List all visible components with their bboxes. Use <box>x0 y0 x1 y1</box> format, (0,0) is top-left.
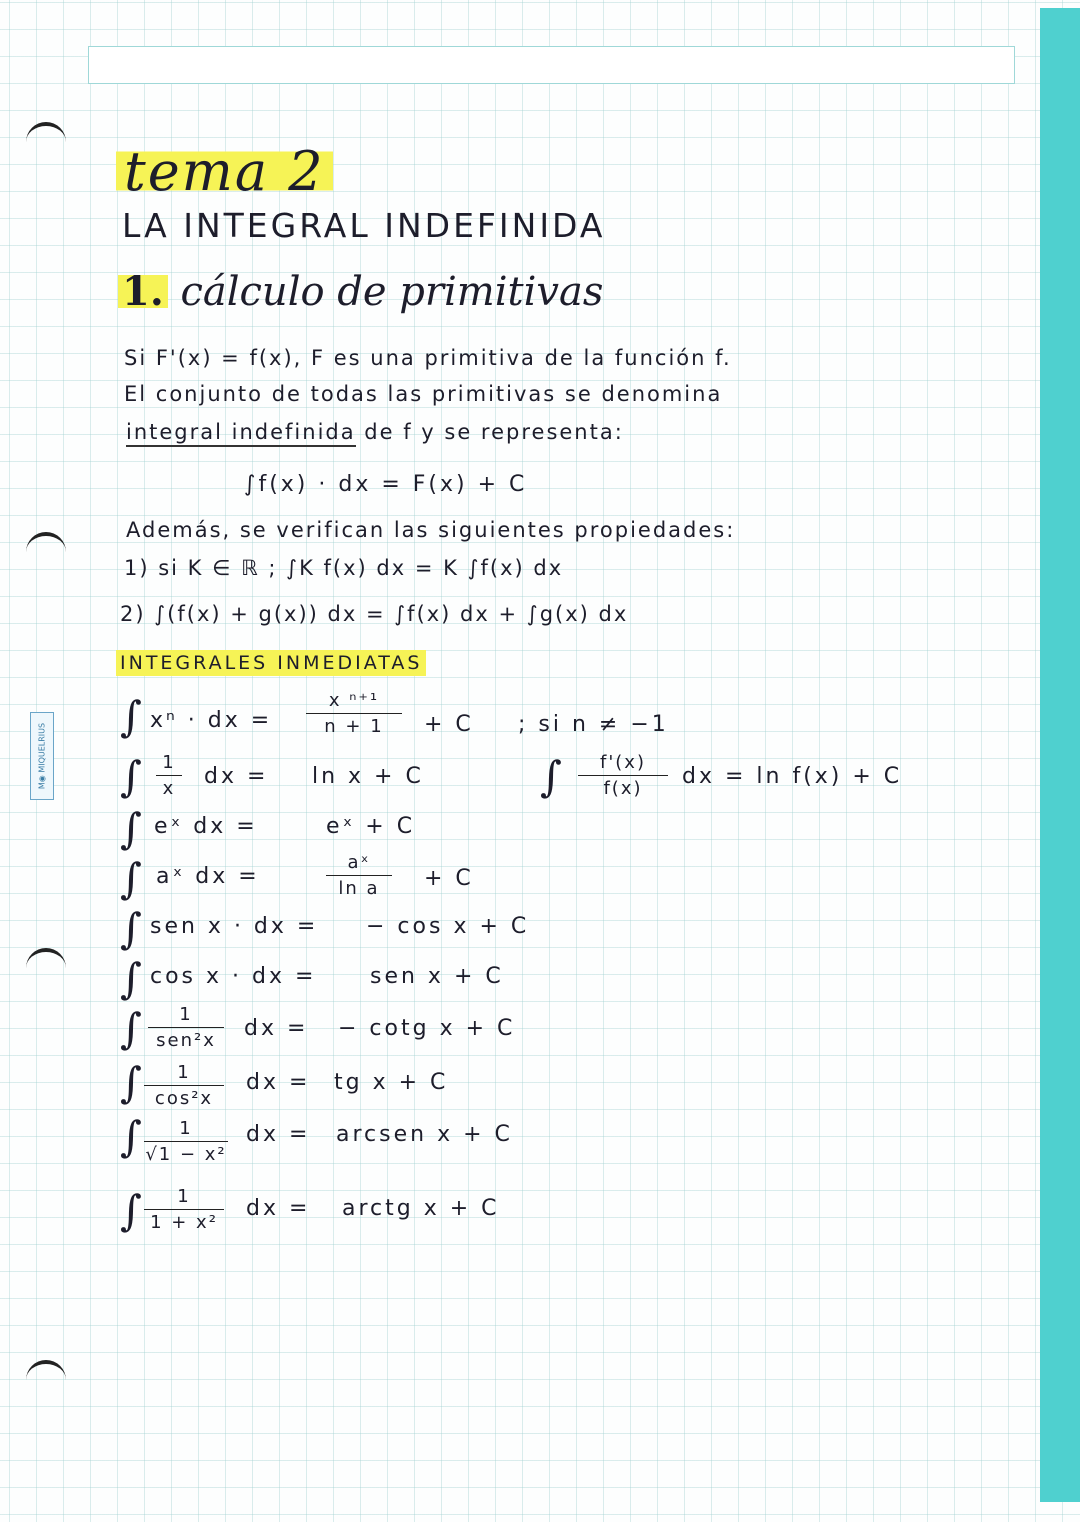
fraction-bar <box>144 1141 228 1142</box>
row2-fraction <box>156 752 182 799</box>
integral-sign: ∫ <box>120 752 142 801</box>
side-fraction <box>578 752 668 799</box>
integral-sign: ∫ <box>120 1004 142 1053</box>
row6-lhs: cos x · dx = <box>150 964 317 989</box>
row1-fraction <box>306 690 402 737</box>
row10-denominator: 1 + x² <box>150 1212 218 1233</box>
fraction-bar <box>144 1085 224 1086</box>
section-number: 1. <box>118 268 168 315</box>
row3-lhs: eˣ dx = <box>154 814 258 839</box>
row2-lhs-tail: dx = <box>204 764 269 789</box>
row9-rhs: arcsen x + C <box>336 1122 513 1147</box>
intro-line-3 <box>126 420 624 444</box>
row8-lhs-tail: dx = <box>246 1070 311 1095</box>
row8-denominator: cos²x <box>154 1088 214 1109</box>
integral-sign: ∫ <box>120 1058 142 1107</box>
row6-rhs: sen x + C <box>370 964 504 989</box>
integral-sign: ∫ <box>540 752 562 801</box>
row1-rhs: + C <box>424 712 474 737</box>
row4-lhs: aˣ dx = <box>156 864 260 889</box>
row2-rhs: ln x + C <box>312 764 424 789</box>
fraction-bar <box>156 775 182 776</box>
side-rhs: dx = ln f(x) + C <box>682 764 903 789</box>
row5-lhs: sen x · dx = <box>150 914 319 939</box>
row1-numerator: x ⁿ⁺¹ <box>328 690 380 711</box>
section-title: cálculo de primitivas <box>180 269 604 315</box>
row4-numerator: aˣ <box>347 852 371 873</box>
intro-line-2: El conjunto de todas las primitivas se denomina <box>124 382 723 406</box>
integral-sign: ∫ <box>120 1112 142 1161</box>
fraction-bar <box>144 1209 224 1210</box>
row10-numerator: 1 <box>177 1186 191 1207</box>
integral-sign: ∫ <box>120 904 142 953</box>
row4-fraction <box>326 852 392 899</box>
row1-denominator: n + 1 <box>324 716 384 737</box>
row7-denominator: sen²x <box>156 1030 216 1051</box>
row5-rhs: − cos x + C <box>366 914 530 939</box>
page-edge-band <box>1040 8 1080 1502</box>
row3-rhs: eˣ + C <box>326 814 416 839</box>
integral-sign: ∫ <box>120 804 142 853</box>
row2-numerator: 1 <box>162 752 176 773</box>
row7-lhs-tail: dx = <box>244 1016 309 1041</box>
row4-denominator: ln a <box>338 878 380 899</box>
main-formula: ∫f(x) · dx = F(x) + C <box>244 472 528 497</box>
integral-sign: ∫ <box>120 954 142 1003</box>
property-2: 2) ∫(f(x) + g(x)) dx = ∫f(x) dx + ∫g(x) dx <box>120 602 629 626</box>
side-numerator: f'(x) <box>600 752 646 773</box>
side-denominator: f(x) <box>603 778 643 799</box>
row10-lhs-tail: dx = <box>246 1196 311 1221</box>
row9-lhs-tail: dx = <box>246 1122 311 1147</box>
row2-denominator: x <box>162 778 176 799</box>
row9-numerator: 1 <box>179 1118 193 1139</box>
section-heading <box>118 268 603 315</box>
row4-rhs: + C <box>424 866 474 891</box>
row8-fraction <box>144 1062 224 1109</box>
immediate-integrals-heading: INTEGRALES INMEDIATAS <box>116 650 426 676</box>
row1-condition: ; si n ≠ −1 <box>518 712 669 737</box>
intro-line-1: Si F'(x) = f(x), F es una primitiva de la función f. <box>124 346 732 370</box>
row10-rhs: arctg x + C <box>342 1196 500 1221</box>
row8-numerator: 1 <box>177 1062 191 1083</box>
row7-numerator: 1 <box>179 1004 193 1025</box>
property-1: 1) si K ∈ ℝ ; ∫K f(x) dx = K ∫f(x) dx <box>124 556 564 580</box>
row9-denominator: √1 − x² <box>145 1144 227 1165</box>
header-box <box>88 46 1015 84</box>
row7-fraction <box>148 1004 224 1051</box>
integral-sign: ∫ <box>120 1186 142 1235</box>
row10-fraction <box>144 1186 224 1233</box>
properties-intro: Además, se verifican las siguientes propiedades: <box>126 518 736 542</box>
fraction-bar <box>578 775 668 776</box>
integral-sign: ∫ <box>120 854 142 903</box>
integral-sign: ∫ <box>120 692 142 741</box>
row1-lhs: xⁿ · dx = <box>150 708 273 733</box>
fraction-bar <box>148 1027 224 1028</box>
row7-rhs: − cotg x + C <box>338 1016 516 1041</box>
fraction-bar <box>306 713 402 714</box>
notebook-brand-logo: M◉ MIQUELRIUS <box>30 712 54 800</box>
intro-line-3-rest: de f y se representa: <box>364 420 624 444</box>
row9-fraction <box>144 1118 228 1165</box>
integral-indefinida-term: integral indefinida <box>126 420 356 447</box>
chapter-title: LA INTEGRAL INDEFINIDA <box>122 206 606 245</box>
fraction-bar <box>326 875 392 876</box>
row8-rhs: tg x + C <box>334 1070 449 1095</box>
tema-title: tema 2 <box>116 140 333 203</box>
